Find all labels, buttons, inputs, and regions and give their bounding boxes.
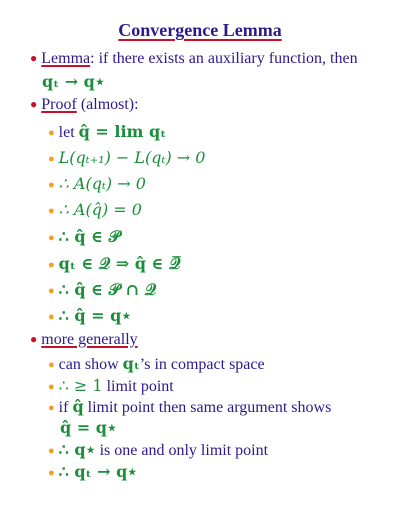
general-point-3-cont [60, 418, 117, 438]
step-1-math: q̂ = lim qₜ [78, 122, 167, 141]
bullet-proof [30, 96, 139, 114]
lemma-label: Lemma [41, 50, 91, 67]
proof-label: Proof [41, 96, 77, 113]
proof-step-7 [48, 280, 156, 300]
orange-dot-icon: ● [48, 127, 55, 139]
g1-prefix: can show [58, 356, 123, 373]
orange-dot-icon: ● [48, 381, 55, 393]
orange-dot-icon: ● [48, 359, 55, 371]
bullet-lemma [30, 50, 358, 68]
orange-dot-icon: ● [48, 402, 55, 414]
red-dot-icon: ● [30, 51, 38, 65]
more-generally-label: more generally [41, 331, 138, 348]
proof-step-5 [48, 227, 120, 247]
orange-dot-icon: ● [48, 285, 55, 297]
proof-step-1 [48, 122, 166, 142]
g1-text: ’s in compact space [139, 356, 265, 373]
step-5-math: ∴ q̂ ∈ 𝒫 [58, 227, 121, 246]
proof-text: (almost): [76, 96, 139, 113]
orange-dot-icon: ● [48, 445, 55, 457]
g4-text: is one and only limit point [95, 442, 269, 459]
g1-math: qₜ [122, 354, 140, 373]
orange-dot-icon: ● [48, 232, 55, 244]
g3-math: q̂ [72, 397, 84, 416]
orange-dot-icon: ● [48, 179, 55, 191]
general-point-2 [48, 376, 174, 396]
general-point-4 [48, 440, 268, 460]
orange-dot-icon: ● [48, 467, 55, 479]
g4-math: ∴ q⋆ [58, 440, 96, 459]
step-6-math: qₜ ∈ 𝒬 ⇒ q̂ ∈ 𝒬̅ [58, 254, 181, 273]
step-1-prefix: let [58, 124, 79, 141]
slide-title: Convergence Lemma [118, 20, 282, 40]
g2-math: ∴ ≥ 1 [58, 376, 103, 395]
general-point-3 [48, 397, 331, 417]
general-point-5 [48, 462, 137, 482]
g3-text: limit point then same argument shows [83, 399, 332, 416]
lemma-text: : if there exists an auxiliary function, then [90, 50, 358, 67]
orange-dot-icon: ● [48, 153, 55, 165]
step-7-math: ∴ q̂ ∈ 𝒫 ∩ 𝒬 [58, 280, 157, 299]
step-8-math: ∴ q̂ = q⋆ [58, 306, 132, 325]
step-3-math: ∴ A(qₜ) → 0 [58, 174, 146, 193]
step-4-math: ∴ A(q̂) = 0 [58, 200, 142, 219]
lemma-math-expr: qₜ → q⋆ [42, 72, 105, 91]
proof-step-3 [48, 174, 146, 194]
orange-dot-icon: ● [48, 259, 55, 271]
g3-prefix: if [58, 399, 73, 416]
proof-step-8 [48, 306, 131, 326]
g5-math: ∴ qₜ → q⋆ [58, 462, 138, 481]
orange-dot-icon: ● [48, 311, 55, 323]
bullet-more-generally [30, 331, 138, 349]
red-dot-icon: ● [30, 97, 38, 111]
orange-dot-icon: ● [48, 205, 55, 217]
g3b-math: q̂ = q⋆ [60, 418, 117, 437]
step-2-math: L(qₜ₊₁) − L(qₜ) → 0 [58, 148, 206, 167]
general-point-1 [48, 354, 265, 374]
g2-text: limit point [102, 378, 174, 395]
proof-step-4 [48, 200, 142, 220]
red-dot-icon: ● [30, 332, 38, 346]
proof-step-2 [48, 148, 205, 168]
proof-step-6 [48, 254, 180, 274]
lemma-math [42, 72, 105, 92]
